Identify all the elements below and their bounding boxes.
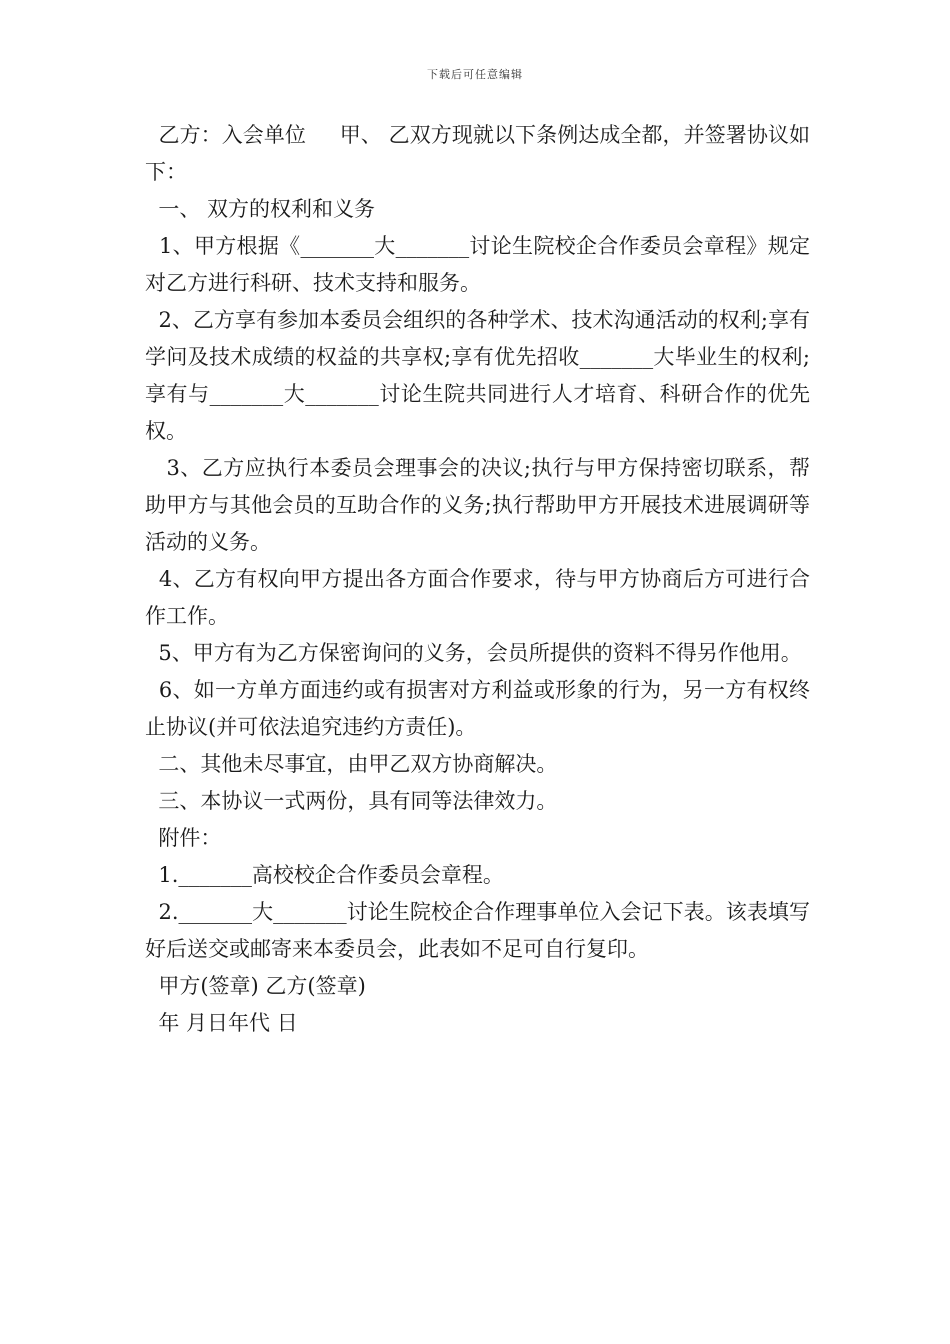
- signature-line: 甲方(签章) 乙方(签章): [145, 974, 366, 998]
- attachments-heading: 附件：: [145, 826, 222, 850]
- clause-1: 1、甲方根据《_______大_______讨论生院校企合作委员会章程》规定对乙方进行科研、技术支持和服务。: [145, 234, 810, 295]
- attachment-1: 1._______高校校企合作委员会章程。: [145, 863, 504, 887]
- attachment-2: 2._______大_______讨论生院校企合作理事单位入会记下表。该表填写好后送交或邮寄来本委员会，此表如不足可自行复印。: [145, 900, 810, 961]
- page-header-note: 下载后可任意编辑: [427, 68, 523, 81]
- section-other-matters: 二、其他未尽事宜，由甲乙双方协商解决。: [145, 752, 558, 776]
- clause-3: 3、乙方应执行本委员会理事会的决议;执行与甲方保持密切联系，帮助甲方与其他会员的互助合作的义务;执行帮助甲方开展技术进展调研等活动的义务。: [145, 456, 811, 554]
- clause-4: 4、乙方有权向甲方提出各方面合作要求，待与甲方协商后方可进行合作工作。: [145, 567, 810, 628]
- date-line: 年 月日年代 日: [145, 1011, 298, 1035]
- paragraph-parties: 乙方：入会单位 甲、 乙双方现就以下条例达成全都，并签署协议如下：: [145, 123, 810, 184]
- section-heading-rights: 一、 双方的权利和义务: [145, 197, 376, 221]
- clause-5: 5、甲方有为乙方保密询问的义务，会员所提供的资料不得另作他用。: [145, 641, 802, 665]
- clause-2: 2、乙方享有参加本委员会组织的各种学术、技术沟通活动的权利;享有学问及技术成绩的权益的共享权;享有优先招收_______大毕业生的权利;享有与_______大_______讨论生院共同进行人才培育、科研合作的优先权。: [145, 308, 811, 443]
- section-copies: 三、本协议一式两份，具有同等法律效力。: [145, 789, 558, 813]
- clause-6: 6、如一方单方面违约或有损害对方利益或形象的行为，另一方有权终止协议(并可依法追究违约方责任)。: [145, 678, 810, 739]
- document-body: [145, 117, 810, 1042]
